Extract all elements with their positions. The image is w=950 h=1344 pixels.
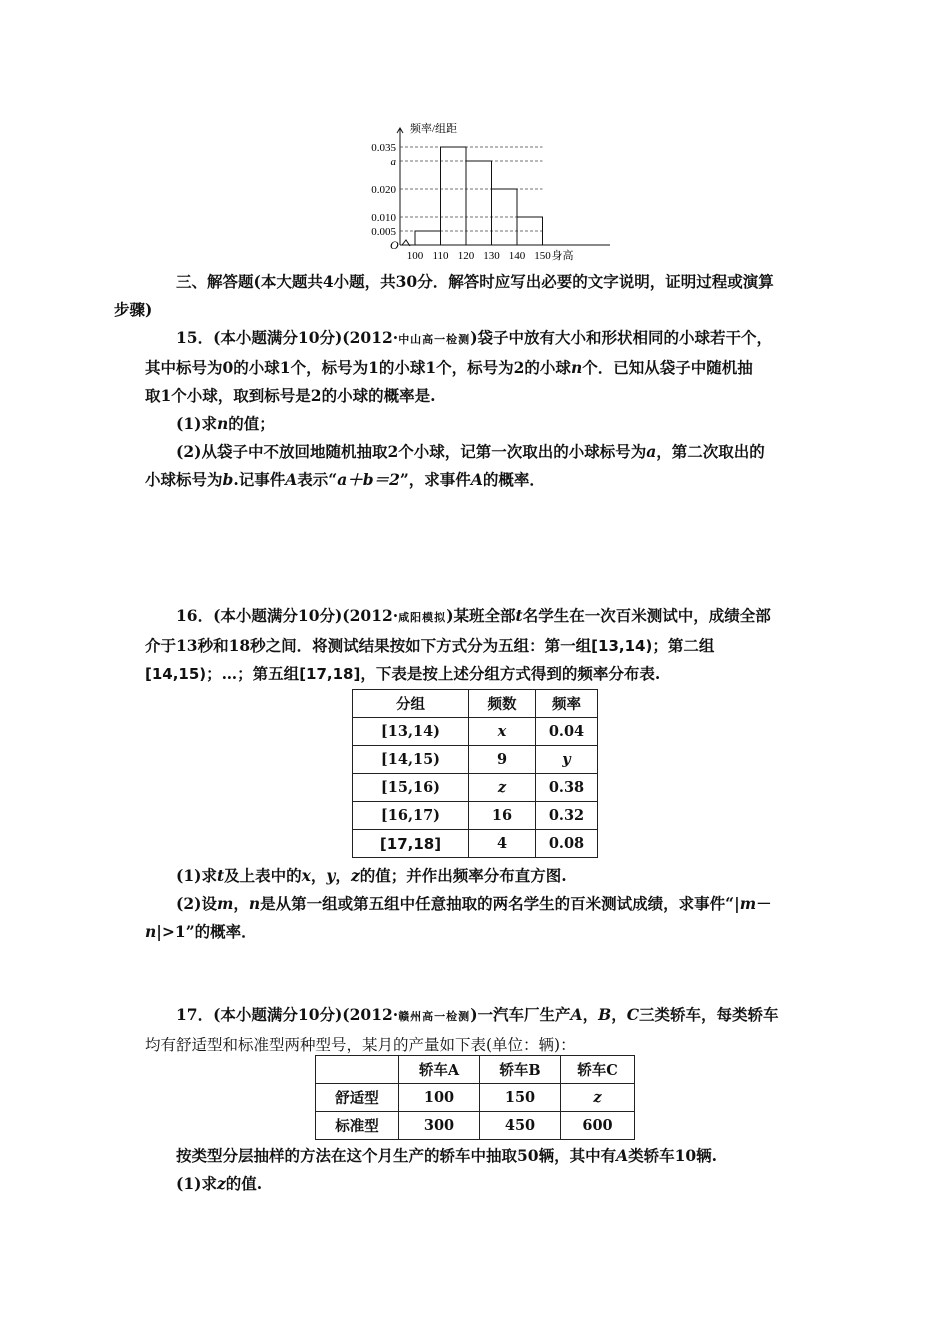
table-header-row: 轿车A 轿车B 轿车C — [316, 1056, 635, 1084]
question-15: 15．(本小题满分10分)(2012·中山高一检测)袋子中放有大小和形状相同的小球若干个， 其中标号为0的小球1个，标号为1的小球1个，标号为2的小球n个．已知从袋子中随机抽 取1个小球，取到标号是2的小球的概率是. (1)求n的值； (2)从袋子中不放回地随机抽取2个小球，记第一次取出的小球标号为a，第二次取出的 小球标号为b.记事件A表示“a＋b＝2”，求事件A的概率． — [145, 324, 810, 494]
histogram-bar — [441, 147, 467, 245]
x-tick-label: 130 — [483, 250, 500, 262]
table-row: [17,18] 4 0.08 — [353, 830, 598, 858]
question-17-tail: 按类型分层抽样的方法在这个月生产的轿车中抽取50辆，其中有A类轿车10辆. (1)求z的值. — [145, 1142, 810, 1198]
origin-label: O — [390, 238, 399, 252]
q16-source: 咸阳模拟 — [398, 611, 447, 624]
histogram-plot — [371, 121, 610, 262]
y-tick-label: 0.005 — [371, 226, 396, 238]
q16-part1: (1)求t及上表中的x，y，z的值；并作出频率分布直方图. — [176, 866, 567, 885]
table-row: [13,14) x 0.04 — [353, 718, 598, 746]
x-tick-label: 150 — [534, 250, 551, 262]
y-tick-label: 0.020 — [371, 184, 396, 196]
section-3-line1: 三、解答题(本大题共4小题，共30分．解答时应写出必要的文字说明，证明过程或演算 — [176, 272, 774, 291]
q16-part2: (2)设m，n是从第一组或第五组中任意抽取的两名学生的百米测试成绩，求事件“|m－ — [176, 894, 772, 913]
q15-source: 中山高一检测 — [398, 333, 471, 346]
section-3-line2: 步骤) — [114, 300, 153, 319]
table-row: [16,17) 16 0.32 — [353, 802, 598, 830]
q15-part2: (2)从袋子中不放回地随机抽取2个小球，记第一次取出的小球标号为a，第二次取出的 — [176, 442, 765, 461]
q15-part1: (1)求n的值； — [176, 414, 275, 433]
table-header: 频率 — [536, 690, 598, 718]
q17-source: 赣州高一检测 — [398, 1010, 471, 1023]
table-row: [15,16) z 0.38 — [353, 774, 598, 802]
y-tick-label: 0.035 — [371, 142, 396, 154]
table-row: [14,15) 9 y — [353, 746, 598, 774]
x-tick-label: 110 — [432, 250, 449, 262]
y-tick-label: a — [390, 156, 396, 168]
question-17: 17．(本小题满分10分)(2012·赣州高一检测)一汽车厂生产A，B，C三类轿车，每类轿车 均有舒适型和标准型两种型号，某月的产量如下表(单位：辆)： — [145, 1005, 779, 1054]
table-row: 标准型 300 450 600 — [316, 1112, 635, 1140]
section-3-heading — [114, 268, 810, 324]
table-row: 舒适型 100 150 z — [316, 1084, 635, 1112]
question-16: 16．(本小题满分10分)(2012·咸阳模拟)某班全部t名学生在一次百米测试中，成绩全部 介于13秒和18秒之间．将测试结果按如下方式分为五组：第一组[13,14)；第二组 [14,15)；…；第五组[17,18]，下表是按上述分组方式得到的频率分布表. — [145, 606, 771, 683]
question-16-parts: (1)求t及上表中的x，y，z的值；并作出频率分布直方图. (2)设m，n是从第一组或第五组中任意抽取的两名学生的百米测试成绩，求事件“|m－ n|>1”的概率． — [145, 862, 810, 946]
x-axis-label: 身高 — [551, 250, 574, 262]
x-tick-label: 120 — [457, 250, 475, 262]
y-axis-label: 频率/组距 — [410, 123, 458, 135]
q17-part1: (1)求z的值. — [176, 1174, 263, 1193]
x-tick-label: 140 — [508, 250, 526, 262]
car-production-table — [315, 1055, 635, 1140]
table-header: 频数 — [469, 690, 536, 718]
x-tick-label: 100 — [406, 250, 424, 262]
height-histogram — [355, 118, 625, 268]
histogram-bar — [415, 231, 441, 245]
y-tick-label: 0.010 — [371, 212, 396, 224]
histogram-bar — [466, 161, 492, 245]
frequency-table — [352, 689, 598, 858]
table-header-row — [353, 690, 598, 718]
table-header: 分组 — [353, 690, 469, 718]
